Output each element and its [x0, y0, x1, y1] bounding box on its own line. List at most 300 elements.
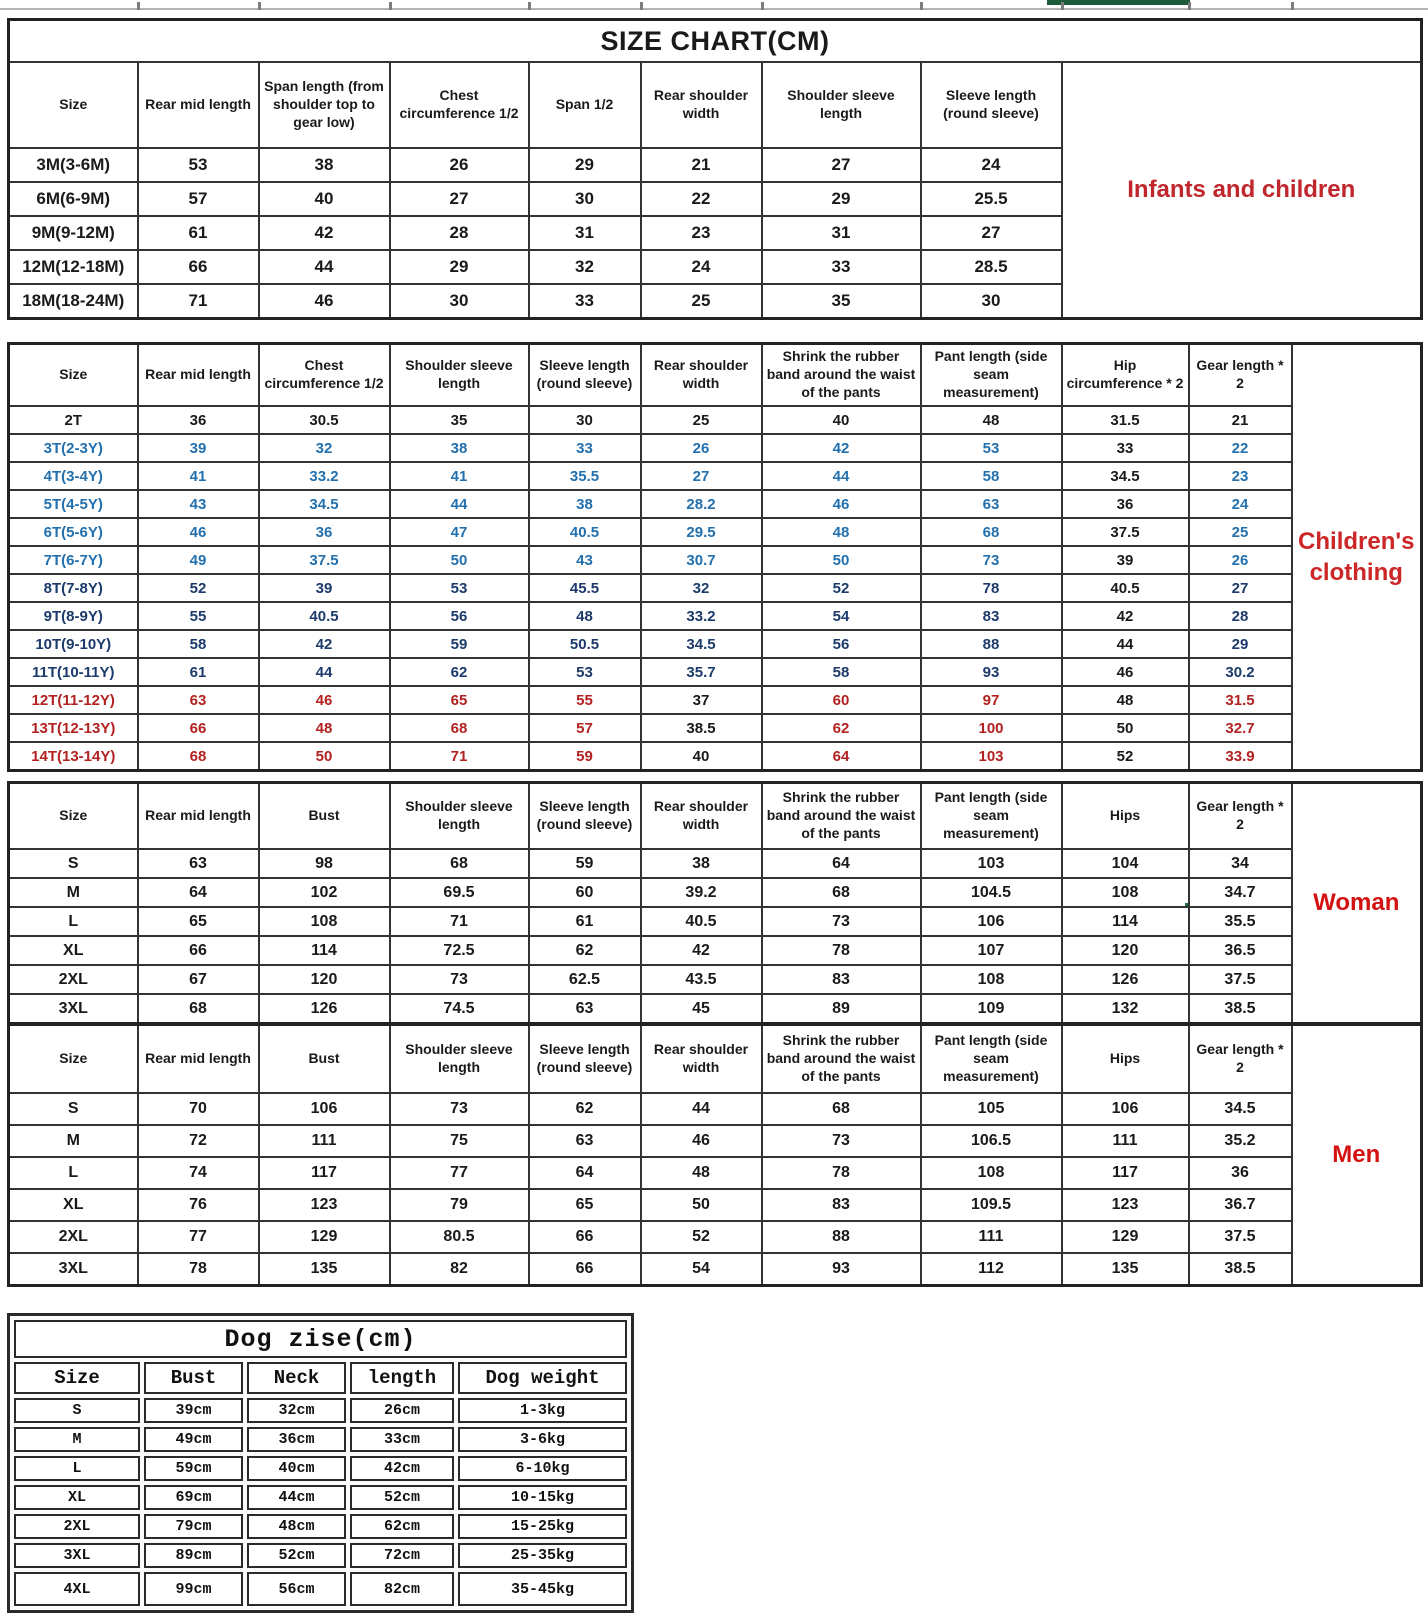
value-cell: 46 — [259, 284, 390, 319]
value-cell: 93 — [762, 1253, 921, 1286]
value-cell: 73 — [921, 546, 1062, 574]
value-cell: 72cm — [350, 1543, 454, 1568]
value-cell: 123 — [259, 1189, 390, 1221]
value-cell: 103 — [921, 849, 1062, 878]
value-cell: 30 — [529, 406, 641, 434]
value-cell: 24 — [1189, 490, 1292, 518]
value-cell: 76 — [138, 1189, 259, 1221]
value-cell: 29 — [1189, 630, 1292, 658]
row-size-label: 5T(4-5Y) — [9, 490, 138, 518]
value-cell: 82cm — [350, 1572, 454, 1606]
value-cell: 83 — [921, 602, 1062, 630]
column-header: Size — [9, 783, 138, 850]
value-cell: 89cm — [144, 1543, 243, 1568]
value-cell: 48cm — [247, 1514, 346, 1539]
value-cell: 33.2 — [641, 602, 762, 630]
column-header: Dog weight — [458, 1362, 627, 1394]
column-header: Sleeve length (round sleeve) — [921, 62, 1062, 148]
value-cell: 46 — [1062, 658, 1189, 686]
value-cell: 99cm — [144, 1572, 243, 1606]
row-size-label: 3XL — [9, 1253, 138, 1286]
value-cell: 34.5 — [1189, 1093, 1292, 1125]
value-cell: 22 — [1189, 434, 1292, 462]
value-cell: 52 — [1062, 742, 1189, 771]
row-size-label: 3XL — [9, 994, 138, 1024]
value-cell: 64 — [762, 849, 921, 878]
value-cell: 52cm — [350, 1485, 454, 1510]
row-size-label: XL — [14, 1485, 140, 1510]
value-cell: 35.5 — [1189, 907, 1292, 936]
column-header: Neck — [247, 1362, 346, 1394]
row-size-label: 3M(3-6M) — [9, 148, 138, 182]
value-cell: 36.7 — [1189, 1189, 1292, 1221]
table-title: SIZE CHART(CM) — [9, 20, 1422, 63]
value-cell: 40 — [641, 742, 762, 771]
value-cell: 117 — [259, 1157, 390, 1189]
column-boundary-tick — [640, 2, 643, 10]
value-cell: 42 — [1062, 602, 1189, 630]
value-cell: 106 — [259, 1093, 390, 1125]
value-cell: 62 — [529, 1093, 641, 1125]
value-cell: 48 — [921, 406, 1062, 434]
value-cell: 34.5 — [1062, 462, 1189, 490]
value-cell: 52 — [138, 574, 259, 602]
value-cell: 105 — [921, 1093, 1062, 1125]
value-cell: 108 — [921, 1157, 1062, 1189]
children-size-table — [7, 342, 1423, 772]
value-cell: 40.5 — [1062, 574, 1189, 602]
value-cell: 29 — [390, 250, 529, 284]
value-cell: 54 — [762, 602, 921, 630]
value-cell: 71 — [138, 284, 259, 319]
value-cell: 106 — [921, 907, 1062, 936]
value-cell: 30.7 — [641, 546, 762, 574]
value-cell: 33 — [529, 434, 641, 462]
column-header: length — [350, 1362, 454, 1394]
value-cell: 15-25kg — [458, 1514, 627, 1539]
value-cell: 75 — [390, 1125, 529, 1157]
value-cell: 80.5 — [390, 1221, 529, 1253]
value-cell: 38 — [259, 148, 390, 182]
value-cell: 27 — [921, 216, 1062, 250]
column-header: Rear mid length — [138, 1025, 259, 1094]
value-cell: 54 — [641, 1253, 762, 1286]
value-cell: 66 — [529, 1221, 641, 1253]
value-cell: 42 — [641, 936, 762, 965]
row-size-label: L — [14, 1456, 140, 1481]
column-header: Rear shoulder width — [641, 62, 762, 148]
value-cell: 39 — [138, 434, 259, 462]
value-cell: 58 — [921, 462, 1062, 490]
value-cell: 74 — [138, 1157, 259, 1189]
row-size-label: M — [9, 1125, 138, 1157]
value-cell: 49cm — [144, 1427, 243, 1452]
column-header: Chest circumference 1/2 — [390, 62, 529, 148]
column-header: Shrink the rubber band around the waist of the pants — [762, 783, 921, 850]
value-cell: 25-35kg — [458, 1543, 627, 1568]
column-header: Hips — [1062, 1025, 1189, 1094]
value-cell: 70 — [138, 1093, 259, 1125]
dog-size-table — [7, 1313, 634, 1613]
men-size-table — [7, 1023, 1423, 1287]
column-header: Shoulder sleeve length — [390, 783, 529, 850]
column-header: Pant length (side seam measurement) — [921, 1025, 1062, 1094]
value-cell: 25 — [641, 284, 762, 319]
row-size-label: 10T(9-10Y) — [9, 630, 138, 658]
row-size-label: 9T(8-9Y) — [9, 602, 138, 630]
column-header: Bust — [144, 1362, 243, 1394]
value-cell: 55 — [529, 686, 641, 714]
value-cell: 56cm — [247, 1572, 346, 1606]
value-cell: 66 — [138, 250, 259, 284]
value-cell: 33cm — [350, 1427, 454, 1452]
value-cell: 71 — [390, 742, 529, 771]
column-boundary-tick — [920, 2, 923, 10]
value-cell: 32 — [641, 574, 762, 602]
value-cell: 50 — [762, 546, 921, 574]
column-header: Rear shoulder width — [641, 1025, 762, 1094]
value-cell: 43.5 — [641, 965, 762, 994]
value-cell: 48 — [762, 518, 921, 546]
value-cell: 82 — [390, 1253, 529, 1286]
column-header: Span 1/2 — [529, 62, 641, 148]
column-boundary-tick — [389, 2, 392, 10]
value-cell: 66 — [138, 936, 259, 965]
value-cell: 38.5 — [1189, 1253, 1292, 1286]
value-cell: 109 — [921, 994, 1062, 1024]
value-cell: 23 — [641, 216, 762, 250]
column-header: Shrink the rubber band around the waist of the pants — [762, 344, 921, 407]
value-cell: 68 — [138, 742, 259, 771]
column-boundary-tick — [761, 2, 764, 10]
value-cell: 26 — [641, 434, 762, 462]
column-boundary-tick — [528, 2, 531, 10]
row-size-label: 4XL — [14, 1572, 140, 1606]
value-cell: 52 — [762, 574, 921, 602]
value-cell: 40.5 — [641, 907, 762, 936]
value-cell: 42cm — [350, 1456, 454, 1481]
value-cell: 35 — [762, 284, 921, 319]
row-size-label: 13T(12-13Y) — [9, 714, 138, 742]
value-cell: 34 — [1189, 849, 1292, 878]
column-header: Size — [14, 1362, 140, 1394]
column-header: Rear mid length — [138, 344, 259, 407]
value-cell: 26cm — [350, 1398, 454, 1423]
row-size-label: 11T(10-11Y) — [9, 658, 138, 686]
column-header: Shrink the rubber band around the waist of the pants — [762, 1025, 921, 1094]
value-cell: 32 — [529, 250, 641, 284]
value-cell: 40cm — [247, 1456, 346, 1481]
value-cell: 88 — [762, 1221, 921, 1253]
value-cell: 36cm — [247, 1427, 346, 1452]
value-cell: 35 — [390, 406, 529, 434]
value-cell: 58 — [762, 658, 921, 686]
value-cell: 33.2 — [259, 462, 390, 490]
value-cell: 37.5 — [1062, 518, 1189, 546]
value-cell: 40 — [762, 406, 921, 434]
value-cell: 36 — [1189, 1157, 1292, 1189]
value-cell: 29 — [762, 182, 921, 216]
value-cell: 57 — [529, 714, 641, 742]
value-cell: 10-15kg — [458, 1485, 627, 1510]
value-cell: 25 — [641, 406, 762, 434]
value-cell: 53 — [529, 658, 641, 686]
row-size-label: 2XL — [9, 1221, 138, 1253]
value-cell: 30.2 — [1189, 658, 1292, 686]
column-header: Pant length (side seam measurement) — [921, 344, 1062, 407]
value-cell: 63 — [529, 994, 641, 1024]
row-size-label: 14T(13-14Y) — [9, 742, 138, 771]
value-cell: 24 — [641, 250, 762, 284]
value-cell: 104 — [1062, 849, 1189, 878]
value-cell: 28 — [390, 216, 529, 250]
value-cell: 58 — [138, 630, 259, 658]
value-cell: 68 — [762, 878, 921, 907]
value-cell: 38.5 — [641, 714, 762, 742]
group-label: Woman — [1292, 783, 1422, 1024]
value-cell: 21 — [1189, 406, 1292, 434]
value-cell: 59 — [390, 630, 529, 658]
value-cell: 120 — [259, 965, 390, 994]
value-cell: 34.5 — [641, 630, 762, 658]
value-cell: 60 — [762, 686, 921, 714]
value-cell: 37 — [641, 686, 762, 714]
column-header: Gear length * 2 — [1189, 344, 1292, 407]
value-cell: 111 — [259, 1125, 390, 1157]
column-header: Bust — [259, 783, 390, 850]
column-header: Gear length * 2 — [1189, 783, 1292, 850]
value-cell: 68 — [390, 714, 529, 742]
column-header: Rear shoulder width — [641, 344, 762, 407]
value-cell: 44 — [259, 658, 390, 686]
value-cell: 107 — [921, 936, 1062, 965]
value-cell: 112 — [921, 1253, 1062, 1286]
value-cell: 34.7 — [1189, 878, 1292, 907]
value-cell: 88 — [921, 630, 1062, 658]
value-cell: 62cm — [350, 1514, 454, 1539]
column-header: Hip circumference * 2 — [1062, 344, 1189, 407]
value-cell: 44 — [259, 250, 390, 284]
column-header: Size — [9, 62, 138, 148]
group-label: Children's clothing — [1292, 344, 1422, 771]
value-cell: 32.7 — [1189, 714, 1292, 742]
value-cell: 62.5 — [529, 965, 641, 994]
group-label: Men — [1292, 1025, 1422, 1286]
value-cell: 61 — [529, 907, 641, 936]
value-cell: 78 — [762, 1157, 921, 1189]
value-cell: 31.5 — [1062, 406, 1189, 434]
value-cell: 63 — [138, 686, 259, 714]
value-cell: 33.9 — [1189, 742, 1292, 771]
value-cell: 63 — [529, 1125, 641, 1157]
column-boundary-tick — [137, 2, 140, 10]
value-cell: 53 — [138, 148, 259, 182]
value-cell: 64 — [138, 878, 259, 907]
selected-cell: 108 — [1062, 878, 1189, 907]
row-size-label: XL — [9, 1189, 138, 1221]
value-cell: 30 — [390, 284, 529, 319]
row-size-label: 7T(6-7Y) — [9, 546, 138, 574]
column-boundary-tick — [1188, 2, 1191, 10]
value-cell: 97 — [921, 686, 1062, 714]
value-cell: 59cm — [144, 1456, 243, 1481]
value-cell: 48 — [259, 714, 390, 742]
value-cell: 129 — [259, 1221, 390, 1253]
value-cell: 37.5 — [1189, 965, 1292, 994]
value-cell: 73 — [762, 1125, 921, 1157]
value-cell: 23 — [1189, 462, 1292, 490]
row-size-label: 9M(9-12M) — [9, 216, 138, 250]
value-cell: 39 — [259, 574, 390, 602]
value-cell: 104.5 — [921, 878, 1062, 907]
value-cell: 25.5 — [921, 182, 1062, 216]
row-size-label: 3T(2-3Y) — [9, 434, 138, 462]
value-cell: 48 — [641, 1157, 762, 1189]
value-cell: 68 — [138, 994, 259, 1024]
value-cell: 57 — [138, 182, 259, 216]
column-header: Shoulder sleeve length — [390, 344, 529, 407]
value-cell: 25 — [1189, 518, 1292, 546]
value-cell: 50 — [641, 1189, 762, 1221]
value-cell: 126 — [259, 994, 390, 1024]
value-cell: 62 — [390, 658, 529, 686]
row-size-label: 2XL — [14, 1514, 140, 1539]
value-cell: 111 — [921, 1221, 1062, 1253]
value-cell: 50.5 — [529, 630, 641, 658]
column-header: Rear mid length — [138, 62, 259, 148]
column-header: Hips — [1062, 783, 1189, 850]
value-cell: 83 — [762, 1189, 921, 1221]
value-cell: 27 — [641, 462, 762, 490]
value-cell: 40.5 — [529, 518, 641, 546]
value-cell: 35-45kg — [458, 1572, 627, 1606]
row-size-label: 2T — [9, 406, 138, 434]
value-cell: 43 — [529, 546, 641, 574]
value-cell: 41 — [390, 462, 529, 490]
value-cell: 126 — [1062, 965, 1189, 994]
value-cell: 31 — [762, 216, 921, 250]
value-cell: 77 — [390, 1157, 529, 1189]
value-cell: 48 — [1062, 686, 1189, 714]
value-cell: 49 — [138, 546, 259, 574]
column-header: Sleeve length (round sleeve) — [529, 783, 641, 850]
value-cell: 66 — [529, 1253, 641, 1286]
value-cell: 28.2 — [641, 490, 762, 518]
column-header: Size — [9, 1025, 138, 1094]
value-cell: 53 — [390, 574, 529, 602]
value-cell: 44 — [641, 1093, 762, 1125]
value-cell: 44cm — [247, 1485, 346, 1510]
value-cell: 111 — [1062, 1125, 1189, 1157]
value-cell: 39 — [1062, 546, 1189, 574]
row-size-label: L — [9, 1157, 138, 1189]
value-cell: 120 — [1062, 936, 1189, 965]
value-cell: 31.5 — [1189, 686, 1292, 714]
value-cell: 32 — [259, 434, 390, 462]
value-cell: 73 — [390, 965, 529, 994]
value-cell: 132 — [1062, 994, 1189, 1024]
value-cell: 3-6kg — [458, 1427, 627, 1452]
row-size-label: 4T(3-4Y) — [9, 462, 138, 490]
value-cell: 29.5 — [641, 518, 762, 546]
green-cell-border-fragment — [1047, 0, 1190, 5]
value-cell: 34.5 — [259, 490, 390, 518]
value-cell: 42 — [259, 630, 390, 658]
row-size-label: XL — [9, 936, 138, 965]
value-cell: 64 — [529, 1157, 641, 1189]
column-header: Size — [9, 344, 138, 407]
column-header: Shoulder sleeve length — [390, 1025, 529, 1094]
row-size-label: S — [14, 1398, 140, 1423]
value-cell: 102 — [259, 878, 390, 907]
value-cell: 24 — [921, 148, 1062, 182]
value-cell: 30 — [921, 284, 1062, 319]
value-cell: 108 — [259, 907, 390, 936]
value-cell: 56 — [390, 602, 529, 630]
value-cell: 78 — [138, 1253, 259, 1286]
value-cell: 73 — [390, 1093, 529, 1125]
value-cell: 30.5 — [259, 406, 390, 434]
value-cell: 29 — [529, 148, 641, 182]
value-cell: 117 — [1062, 1157, 1189, 1189]
value-cell: 68 — [762, 1093, 921, 1125]
value-cell: 36.5 — [1189, 936, 1292, 965]
value-cell: 38 — [641, 849, 762, 878]
value-cell: 63 — [138, 849, 259, 878]
row-size-label: 2XL — [9, 965, 138, 994]
value-cell: 77 — [138, 1221, 259, 1253]
value-cell: 33 — [762, 250, 921, 284]
value-cell: 52cm — [247, 1543, 346, 1568]
group-label: Infants and children — [1062, 62, 1422, 319]
value-cell: 61 — [138, 658, 259, 686]
value-cell: 83 — [762, 965, 921, 994]
value-cell: 27 — [1189, 574, 1292, 602]
value-cell: 53 — [921, 434, 1062, 462]
value-cell: 28.5 — [921, 250, 1062, 284]
value-cell: 78 — [921, 574, 1062, 602]
value-cell: 61 — [138, 216, 259, 250]
row-size-label: S — [9, 1093, 138, 1125]
value-cell: 129 — [1062, 1221, 1189, 1253]
woman-size-table — [7, 781, 1423, 1025]
value-cell: 65 — [529, 1189, 641, 1221]
value-cell: 35.2 — [1189, 1125, 1292, 1157]
value-cell: 1-3kg — [458, 1398, 627, 1423]
value-cell: 38.5 — [1189, 994, 1292, 1024]
column-boundary-tick — [258, 2, 261, 10]
value-cell: 56 — [762, 630, 921, 658]
value-cell: 66 — [138, 714, 259, 742]
column-header: Pant length (side seam measurement) — [921, 783, 1062, 850]
value-cell: 33 — [1062, 434, 1189, 462]
value-cell: 109.5 — [921, 1189, 1062, 1221]
value-cell: 50 — [390, 546, 529, 574]
value-cell: 60 — [529, 878, 641, 907]
value-cell: 31 — [529, 216, 641, 250]
row-size-label: 18M(18-24M) — [9, 284, 138, 319]
value-cell: 43 — [138, 490, 259, 518]
row-size-label: 3XL — [14, 1543, 140, 1568]
value-cell: 65 — [138, 907, 259, 936]
column-header: Sleeve length (round sleeve) — [529, 1025, 641, 1094]
value-cell: 67 — [138, 965, 259, 994]
value-cell: 103 — [921, 742, 1062, 771]
value-cell: 46 — [138, 518, 259, 546]
column-header: Rear shoulder width — [641, 783, 762, 850]
value-cell: 89 — [762, 994, 921, 1024]
value-cell: 28 — [1189, 602, 1292, 630]
